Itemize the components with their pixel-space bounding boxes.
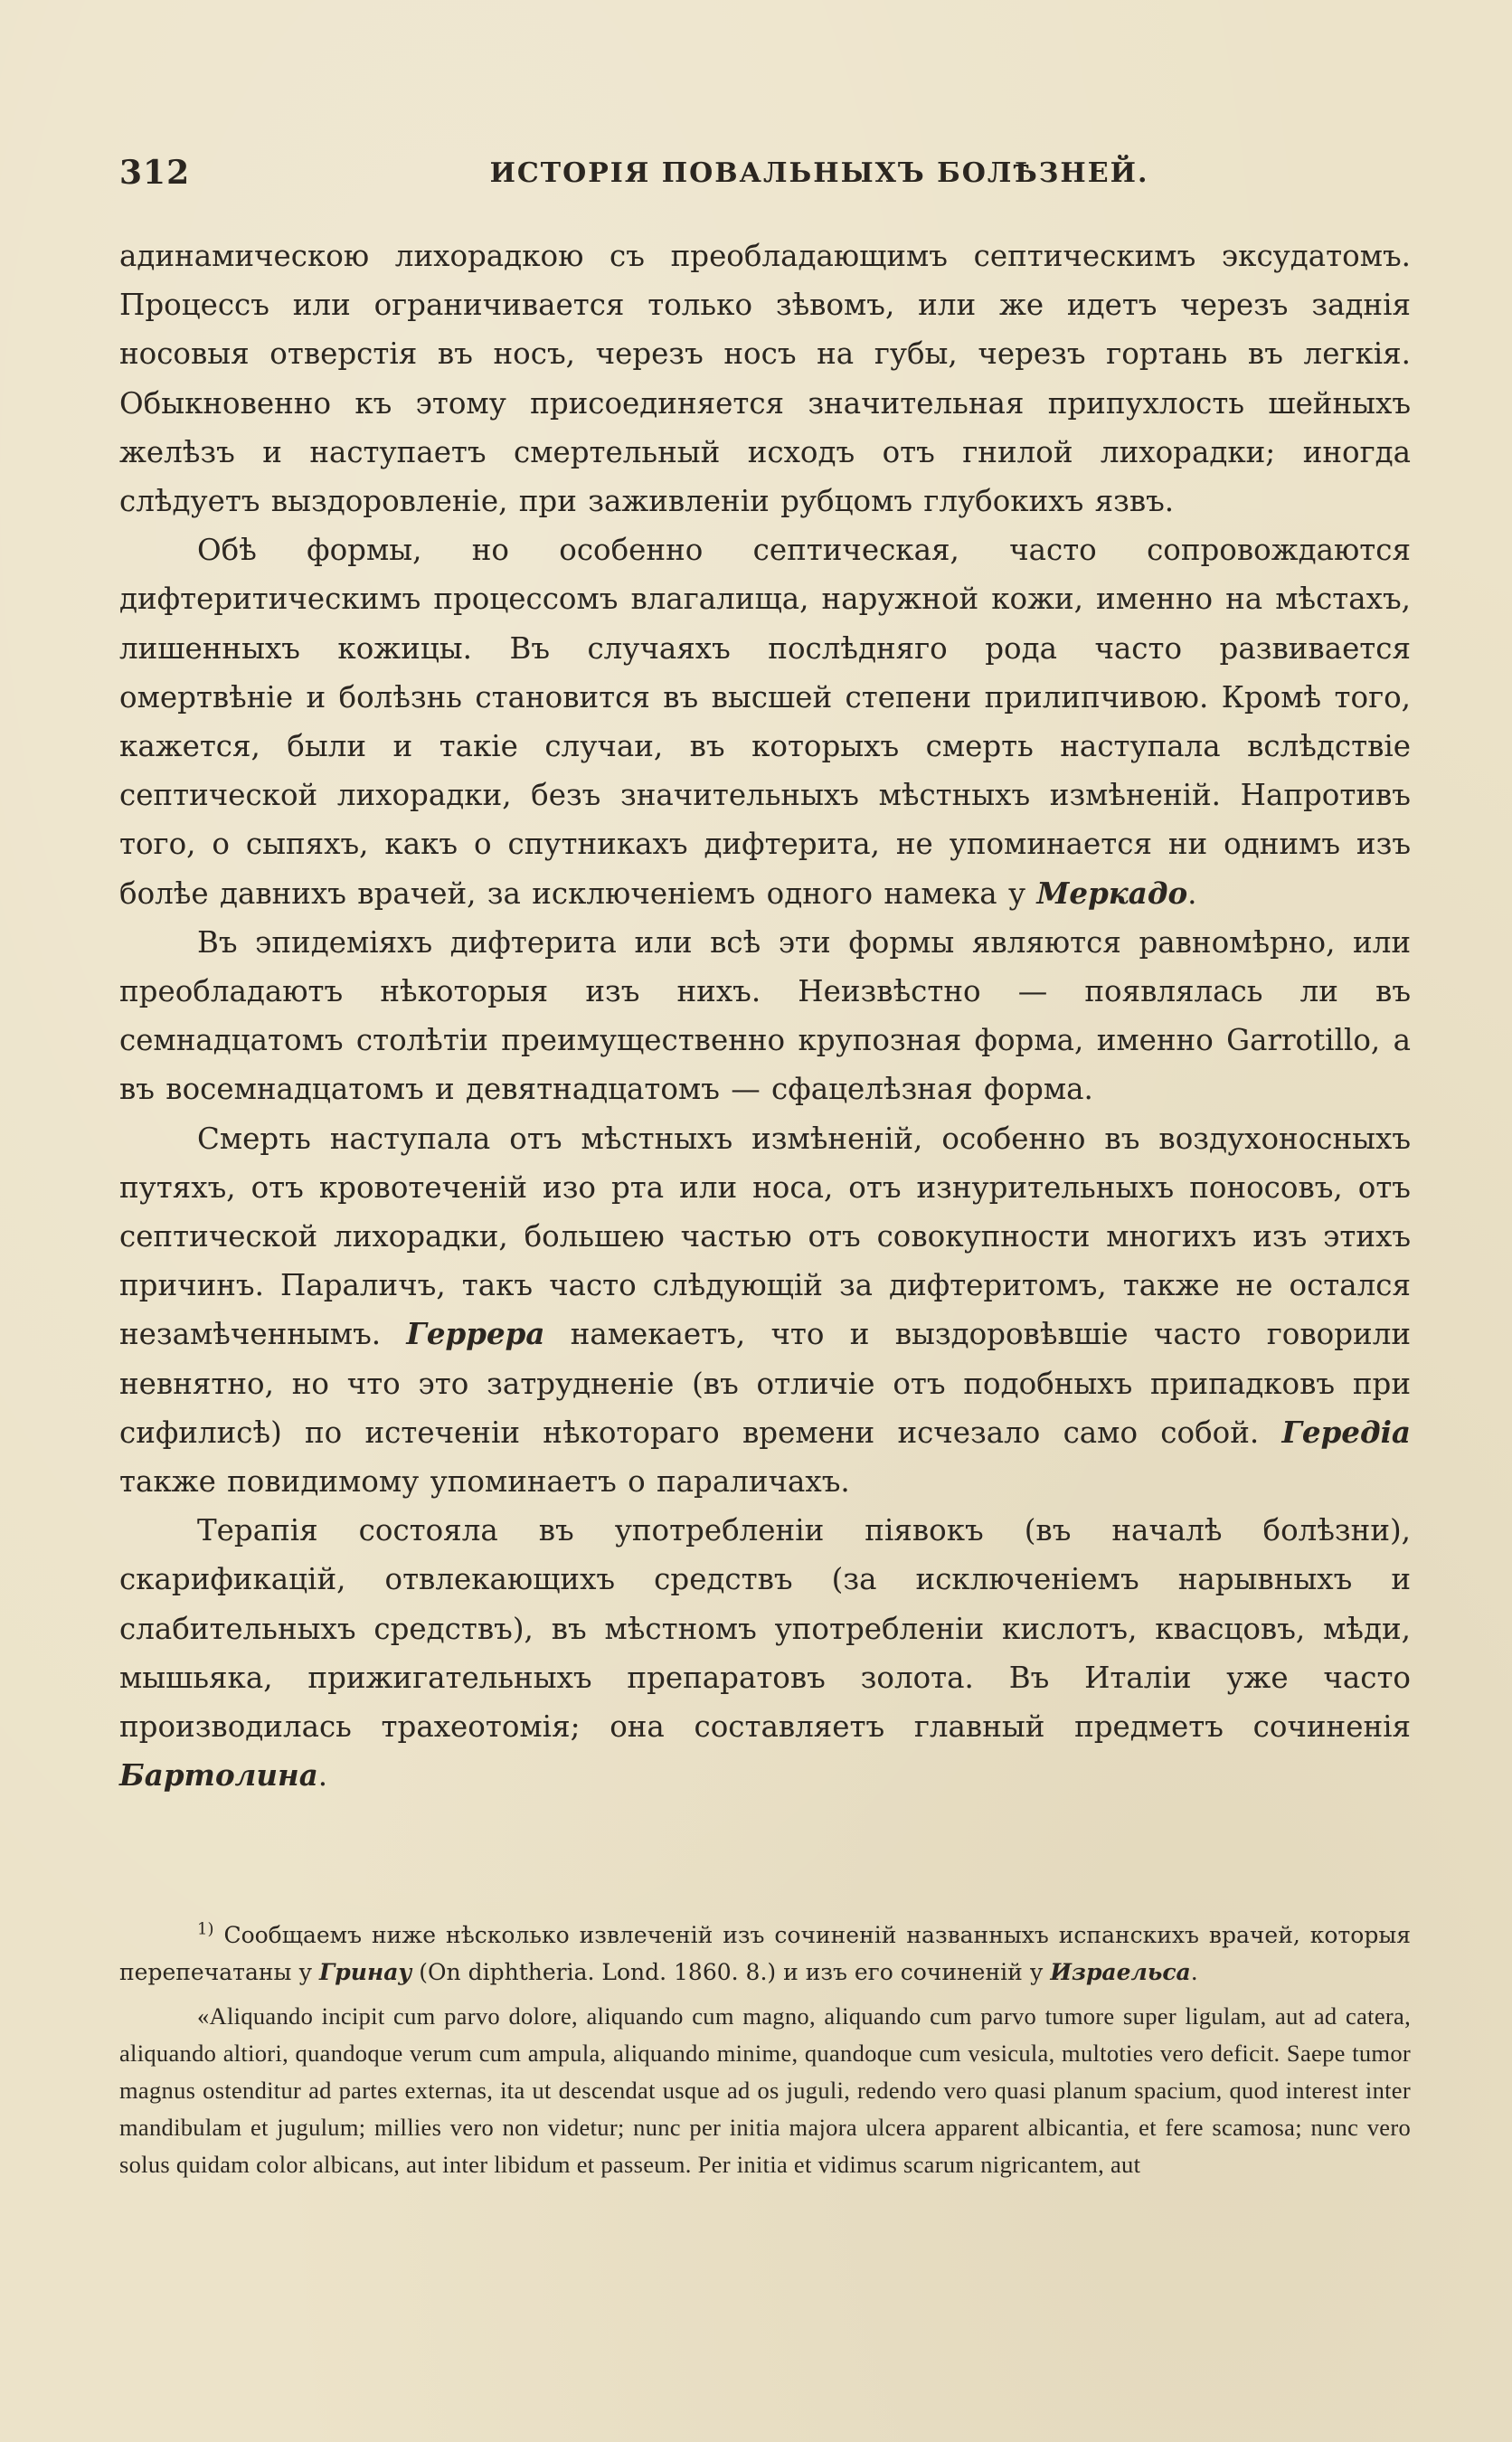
author-bartholin: Бартолина — [119, 1757, 318, 1794]
author-mercado: Меркадо — [1036, 875, 1188, 911]
paragraph-5-end: . — [317, 1758, 328, 1794]
footnotes — [119, 1917, 1411, 2183]
paragraph-2 — [119, 525, 1411, 918]
paragraph-1 — [119, 232, 1411, 525]
paragraph-5-text: Терапія состояла въ употребленіи піявокъ (въ началѣ болѣзни), скарификацій, отвлекающихъ средствъ (за исключеніемъ нарывныхъ и слабительныхъ средствъ), въ мѣстномъ употребленіи кислотъ, квасцовъ, мѣди, мышьяка, прижигательныхъ препаратовъ золота. Въ Италіи уже часто производилась трахеотомія; она составляетъ главный предметъ сочиненія — [119, 1513, 1411, 1745]
paragraph-4 — [119, 1114, 1411, 1507]
footnote-marker: 1) — [197, 1919, 214, 1939]
page-header — [119, 145, 1411, 199]
latin-quotation-text: «Aliquando incipit cum parvo dolore, aliquando cum magno, aliquando cum parvo tumore super ligulam, aut ad catera, aliquando altiori, quandoque verum cum ampula, aliquando minime, quandoque cum vesicula, multoties vero deficit. Saepe tumor magnus ostenditur ad partes externas, ita ut descendat usque ad os juguli, redendo vero quasi planum spacium, quod interest inter mandibulam et jugulum; millies vero non videtur; nunc per initia majora ulcera apparent albicantia, et fere scamosa; nunc vero solus quidam color albicans, aut inter libidum et passeum. Per initia et vidimus scarum nigricantem, aut — [119, 2002, 1411, 2178]
paragraph-4-text-c: также повидимому упоминаетъ о параличахъ. — [119, 1464, 850, 1500]
paragraph-1-text: адинамическою лихорадкою съ преобладающимъ септическимъ эксудатомъ. Процессъ или ограничивается только зѣвомъ, или же идетъ черезъ заднія носовыя отверстія въ носъ, черезъ носъ на губы, черезъ гортань въ легкія. Обыкновенно къ этому присоединяется значительная припухлость шейныхъ желѣзъ и наступаетъ смертельный исходъ отъ гнилой лихорадки; иногда слѣдуетъ выздоровленіе, при заживленіи рубцомъ глубокихъ язвъ. — [119, 239, 1411, 519]
body-text — [119, 232, 1411, 1801]
author-israels: Израельса — [1050, 1958, 1191, 1985]
footnote-1 — [119, 1917, 1411, 1991]
author-greenhow: Гринау — [319, 1958, 412, 1985]
paragraph-3-text: Въ эпидеміяхъ дифтерита или всѣ эти формы являются равномѣрно, или преобладаютъ нѣкоторыя изъ нихъ. Неизвѣстно — появлялась ли въ семнадцатомъ столѣтіи преимущественно крупозная форма, именно Garrotillo, а въ восемнадцатомъ и девятнадцатомъ — сфацелѣзная форма. — [119, 924, 1411, 1107]
paragraph-3 — [119, 918, 1411, 1114]
latin-quotation — [119, 1998, 1411, 2183]
author-heredia: Гередіа — [1281, 1414, 1411, 1450]
footnote-1-text-b: (On diphtheria. Lond. 1860. 8.) и изъ его сочиненій у — [411, 1958, 1051, 1985]
author-herrera: Геррера — [406, 1316, 545, 1352]
paragraph-2-end: . — [1187, 876, 1197, 911]
paragraph-2-text: Обѣ формы, но особенно септическая, часто сопровождаются дифтеритическимъ процессомъ влагалища, наружной кожи, именно на мѣстахъ, лишенныхъ кожицы. Въ случаяхъ послѣдняго рода часто развивается омертвѣніе и болѣзнь становится въ высшей степени прилипчивою. Кромѣ того, кажется, были и такіе случаи, въ которыхъ смерть наступала вслѣдствіе септической лихорадки, безъ значительныхъ мѣстныхъ измѣненій. Напротивъ того, о сыпяхъ, какъ о спутникахъ дифтерита, не упоминается ни однимъ изъ болѣе давнихъ врачей, за исключеніемъ одного намека у — [119, 533, 1411, 911]
running-head: ИСТОРІЯ ПОВАЛЬНЫХЪ БОЛѢЗНЕЙ. — [489, 157, 1149, 189]
paragraph-4-text-b: намекаетъ, что и выздоровѣвшіе часто говорили невнятно, но что это затрудненіе (въ отличіе отъ подобныхъ припадковъ при сифилисѣ) по истеченіи нѣкотораго времени исчезало само собой. — [119, 1317, 1412, 1450]
footnote-1-text-a: Сообщаемъ ниже нѣсколько извлеченій изъ сочиненій названныхъ испанскихъ врачей, которыя перепечатаны у — [119, 1921, 1411, 1985]
page-number: 312 — [119, 154, 191, 192]
paragraph-4-text-a: Смерть наступала отъ мѣстныхъ измѣненій, особенно въ воздухоносныхъ путяхъ, отъ кровотеченій изо рта или носа, отъ изнурительныхъ поносовъ, отъ септической лихорадки, большею частью отъ совокупности многихъ изъ этихъ причинъ. Параличъ, такъ часто слѣдующій за дифтеритомъ, также не остался незамѣченнымъ. — [119, 1121, 1411, 1352]
footnote-1-end: . — [1190, 1958, 1198, 1985]
paragraph-5 — [119, 1506, 1411, 1800]
